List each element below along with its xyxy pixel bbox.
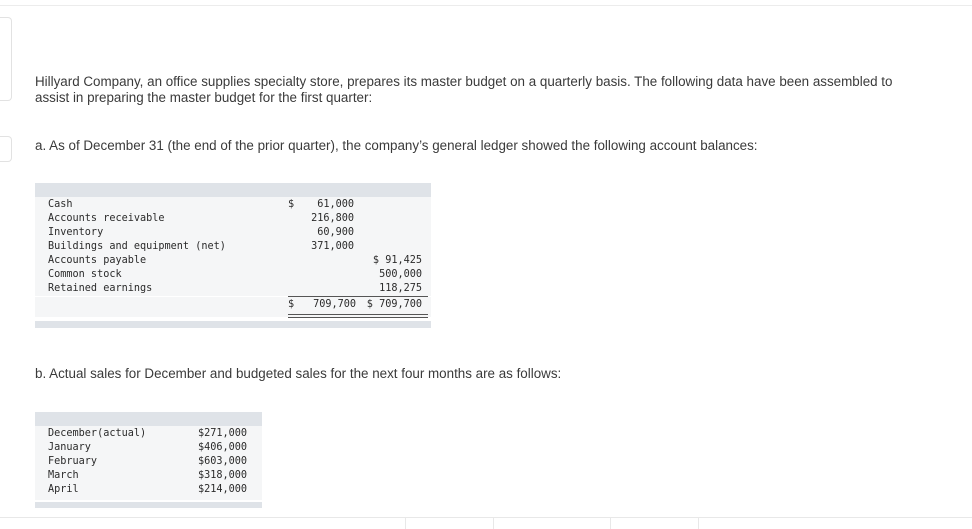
table-footer-band: [35, 321, 431, 328]
total-rule: [288, 296, 428, 297]
intro-paragraph: Hillyard Company, an office supplies specialty store, prepares its master budget on a quarterly basis. The following data have been assembled to assist in preparing the master budget for the first quarter:: [35, 74, 893, 105]
credit-value: $ 91,425: [372, 255, 422, 266]
debit-currency: $: [288, 199, 295, 210]
debit-value: 216,800: [311, 213, 354, 224]
debit-value: 60,900: [317, 227, 354, 238]
part-b-text: b. Actual sales for December and budgeted sales for the next four months are as follows:: [35, 366, 562, 381]
top-divider: [0, 5, 972, 6]
sales-amount: $406,000: [198, 442, 248, 453]
credit-value: 500,000: [379, 269, 422, 280]
total-debit: 709,700: [313, 299, 356, 310]
bottom-divider: [0, 517, 972, 518]
account-label: Buildings and equipment (net): [48, 241, 226, 252]
sales-month: February: [48, 456, 98, 467]
account-label: Accounts receivable: [48, 213, 165, 224]
part-a-text: a. As of December 31 (the end of the prior quarter), the company’s general ledger showed the following account balances:: [35, 138, 758, 153]
sales-month: December(actual): [48, 428, 147, 439]
side-tab: [0, 136, 12, 162]
account-label: Accounts payable: [48, 255, 147, 266]
total-debit-currency: $: [288, 299, 295, 310]
sales-footer-band: [35, 502, 262, 508]
account-label: Inventory: [48, 227, 104, 238]
sales-amount: $318,000: [198, 470, 248, 481]
account-label: Retained earnings: [48, 283, 153, 294]
bottom-tab-divider: [493, 518, 494, 529]
credit-value: 118,275: [379, 283, 422, 294]
sales-amount: $603,000: [198, 456, 248, 467]
debit-value: 61,000: [317, 199, 354, 210]
sales-amount: $271,000: [198, 428, 248, 439]
total-credit: $ 709,700: [366, 299, 422, 310]
sales-month: March: [48, 470, 79, 481]
bottom-tab-divider: [405, 518, 406, 529]
account-label: Common stock: [48, 269, 122, 280]
side-tab: [0, 17, 12, 101]
debit-value: 371,000: [311, 241, 354, 252]
sales-month: January: [48, 442, 91, 453]
double-rule-bottom: [288, 317, 428, 318]
bottom-tab-divider: [698, 518, 699, 529]
double-rule-top: [288, 314, 428, 315]
sales-month: April: [48, 484, 79, 495]
bottom-tab-divider: [610, 518, 611, 529]
sales-header-band: [35, 412, 262, 426]
table-header-band: [35, 183, 431, 197]
sales-amount: $214,000: [198, 484, 248, 495]
account-label: Cash: [48, 199, 73, 210]
